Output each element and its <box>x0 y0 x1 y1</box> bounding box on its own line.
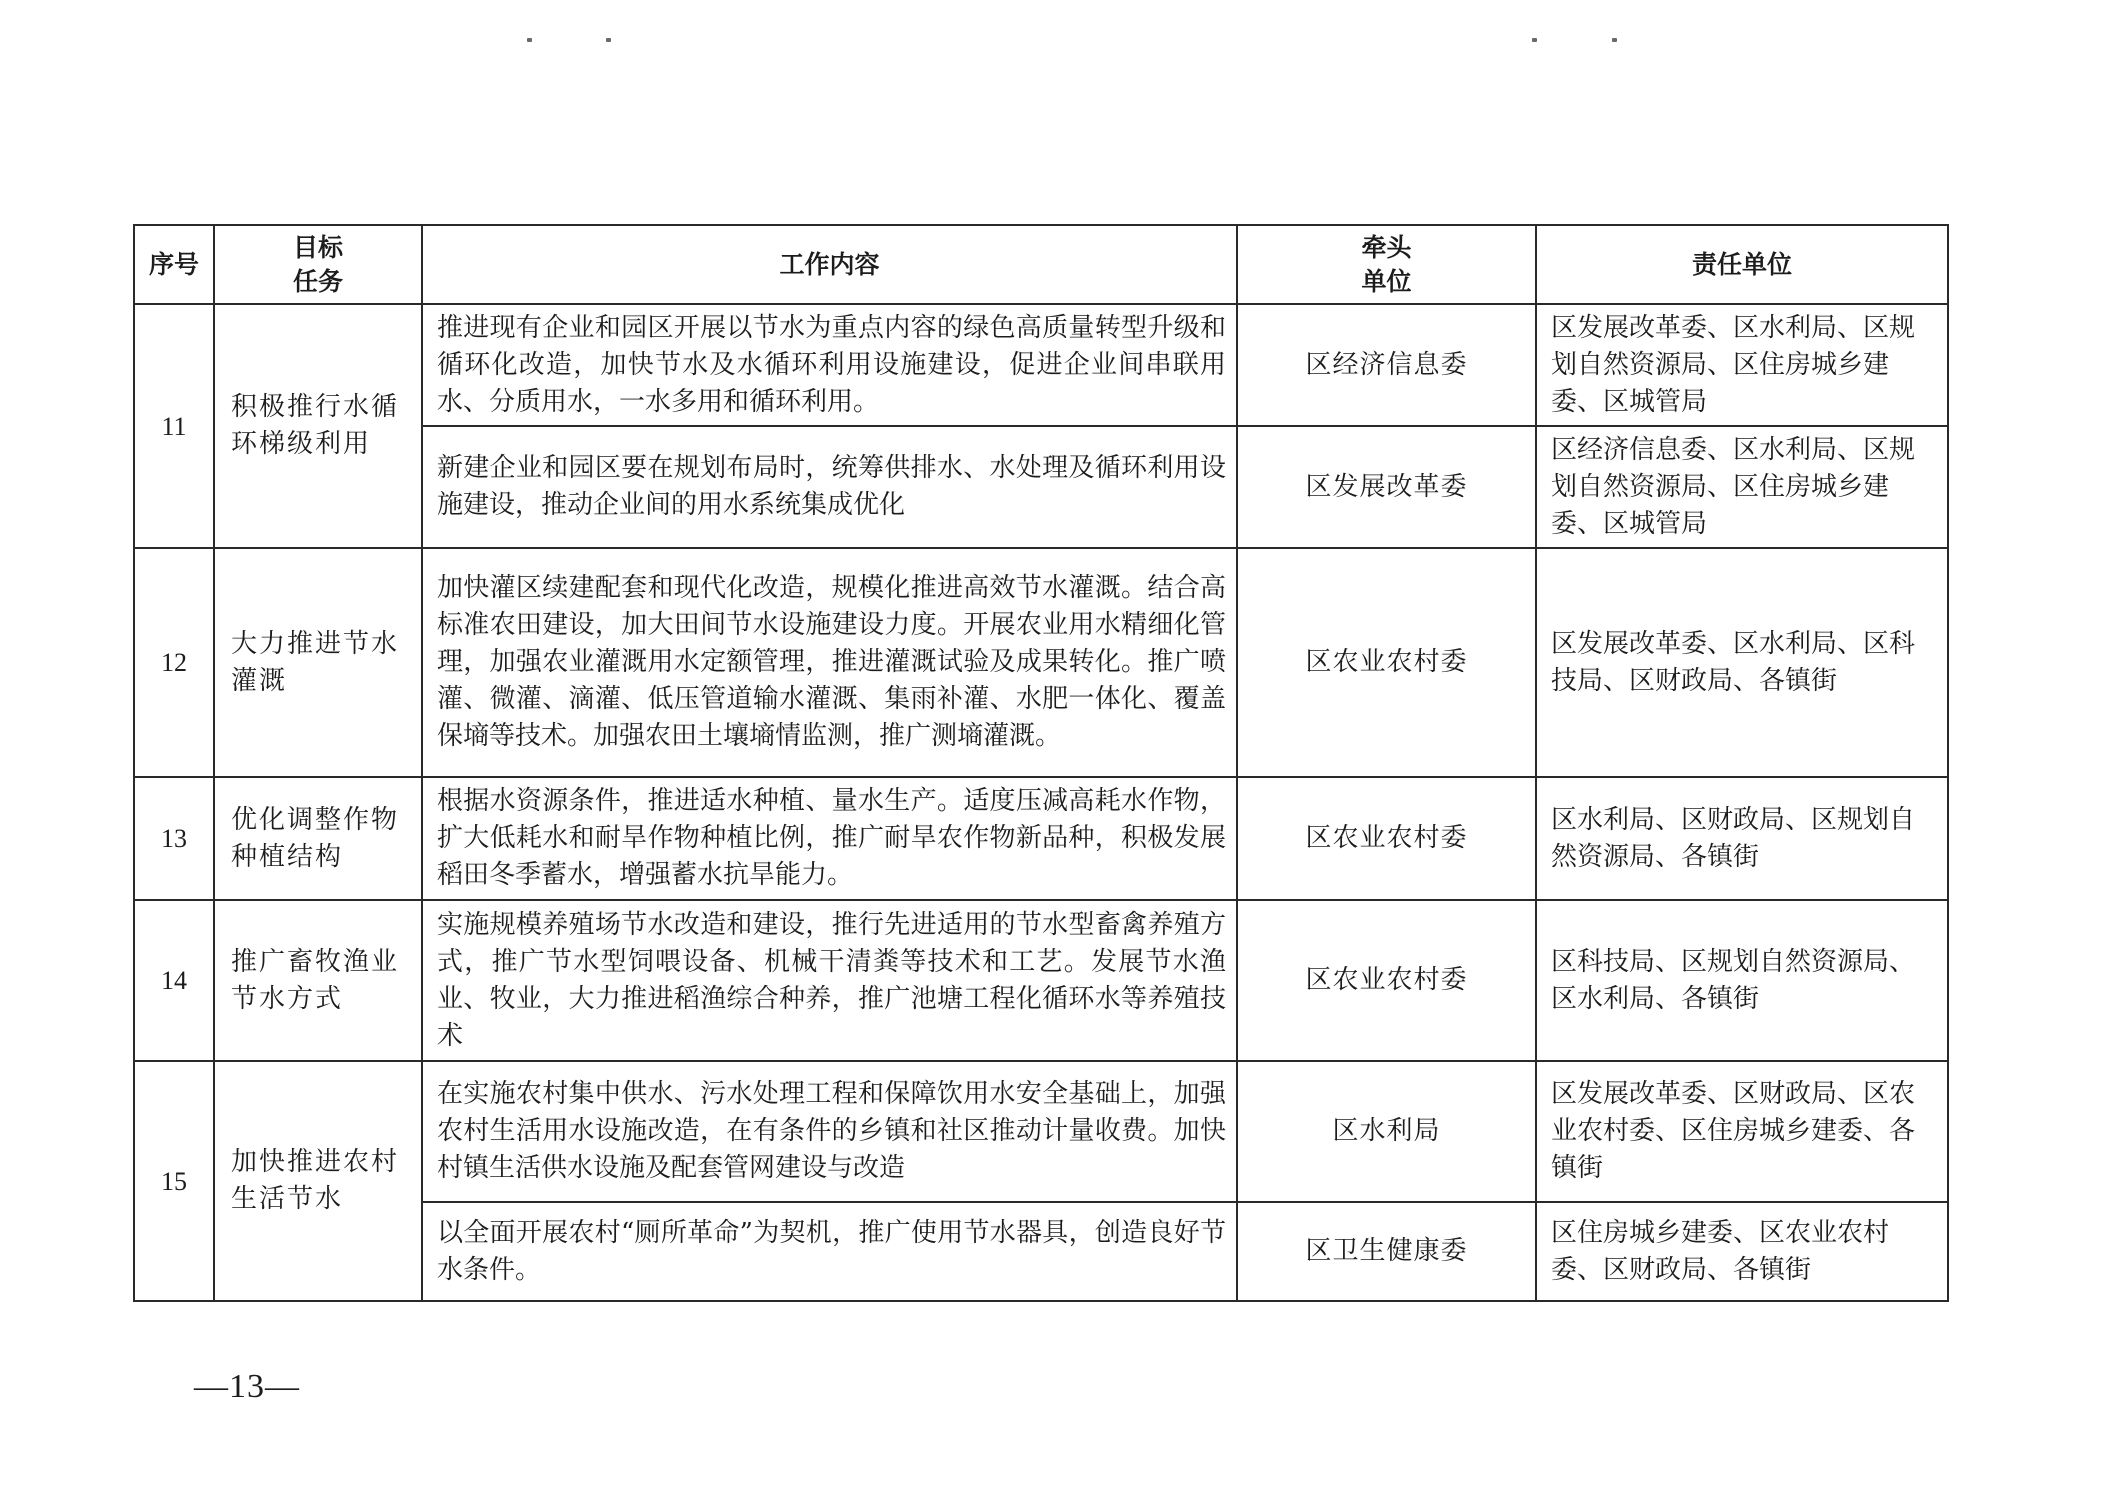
header-responsible: 责任单位 <box>1536 225 1948 304</box>
row-responsible-units: 区科技局、区规划自然资源局、区水利局、各镇街 <box>1536 900 1948 1061</box>
row-responsible-units: 区发展改革委、区水利局、区科技局、区财政局、各镇街 <box>1536 548 1948 777</box>
row-content: 根据水资源条件，推进适水种植、量水生产。适度压减高耗水作物，扩大低耗水和耐旱作物种植比例，推广耐旱农作物新品种，积极发展稻田冬季蓄水，增强蓄水抗旱能力。 <box>422 777 1237 900</box>
row-lead-unit: 区发展改革委 <box>1237 426 1536 548</box>
row-responsible-units: 区住房城乡建委、区农业农村委、区财政局、各镇街 <box>1536 1202 1948 1301</box>
row-number: 13 <box>134 777 214 900</box>
row-content: 实施规模养殖场节水改造和建设，推行先进适用的节水型畜禽养殖方式，推广节水型饲喂设备、机械干清粪等技术和工艺。发展节水渔业、牧业，大力推进稻渔综合种养，推广池塘工程化循环水等养殖技术 <box>422 900 1237 1061</box>
row-lead-unit: 区农业农村委 <box>1237 548 1536 777</box>
row-lead-unit: 区水利局 <box>1237 1061 1536 1202</box>
row-content: 以全面开展农村“厕所革命”为契机，推广使用节水器具，创造良好节水条件。 <box>422 1202 1237 1301</box>
row-lead-unit: 区农业农村委 <box>1237 777 1536 900</box>
row-number: 12 <box>134 548 214 777</box>
row-lead-unit: 区农业农村委 <box>1237 900 1536 1061</box>
row-goal: 推广畜牧渔业节水方式 <box>214 900 422 1061</box>
table-header-row <box>134 225 1948 304</box>
table-row <box>134 1061 1948 1202</box>
row-goal: 积极推行水循环梯级利用 <box>214 304 422 548</box>
row-responsible-units: 区经济信息委、区水利局、区规划自然资源局、区住房城乡建委、区城管局 <box>1536 426 1948 548</box>
table-row <box>134 304 1948 426</box>
row-content: 在实施农村集中供水、污水处理工程和保障饮用水安全基础上，加强农村生活用水设施改造，在有条件的乡镇和社区推动计量收费。加快村镇生活供水设施及配套管网建设与改造 <box>422 1061 1237 1202</box>
table-row <box>134 548 1948 777</box>
row-content: 加快灌区续建配套和现代化改造，规模化推进高效节水灌溉。结合高标准农田建设，加大田间节水设施建设力度。开展农业用水精细化管理，加强农业灌溉用水定额管理，推进灌溉试验及成果转化。推广喷灌、微灌、滴灌、低压管道输水灌溉、集雨补灌、水肥一体化、覆盖保墒等技术。加强农田土壤墒情监测，推广测墒灌溉。 <box>422 548 1237 777</box>
row-responsible-units: 区发展改革委、区水利局、区规划自然资源局、区住房城乡建委、区城管局 <box>1536 304 1948 426</box>
row-goal: 大力推进节水灌溉 <box>214 548 422 777</box>
table-row <box>134 900 1948 1061</box>
header-num: 序号 <box>134 225 214 304</box>
row-lead-unit: 区经济信息委 <box>1237 304 1536 426</box>
row-number: 11 <box>134 304 214 548</box>
row-responsible-units: 区水利局、区财政局、区规划自然资源局、各镇街 <box>1536 777 1948 900</box>
page-number: —13— <box>194 1368 300 1405</box>
row-responsible-units: 区发展改革委、区财政局、区农业农村委、区住房城乡建委、各镇街 <box>1536 1061 1948 1202</box>
row-number: 15 <box>134 1061 214 1301</box>
task-table <box>133 224 1949 1302</box>
table-row <box>134 777 1948 900</box>
row-content: 推进现有企业和园区开展以节水为重点内容的绿色高质量转型升级和循环化改造，加快节水及水循环利用设施建设，促进企业间串联用水、分质用水，一水多用和循环利用。 <box>422 304 1237 426</box>
header-lead: 牵头 单位 <box>1237 225 1536 304</box>
row-number: 14 <box>134 900 214 1061</box>
row-content: 新建企业和园区要在规划布局时，统筹供排水、水处理及循环利用设施建设，推动企业间的用水系统集成优化 <box>422 426 1237 548</box>
row-goal: 加快推进农村生活节水 <box>214 1061 422 1301</box>
scan-marks <box>0 38 2106 50</box>
header-content: 工作内容 <box>422 225 1237 304</box>
row-goal: 优化调整作物种植结构 <box>214 777 422 900</box>
header-goal: 目标 任务 <box>214 225 422 304</box>
row-lead-unit: 区卫生健康委 <box>1237 1202 1536 1301</box>
